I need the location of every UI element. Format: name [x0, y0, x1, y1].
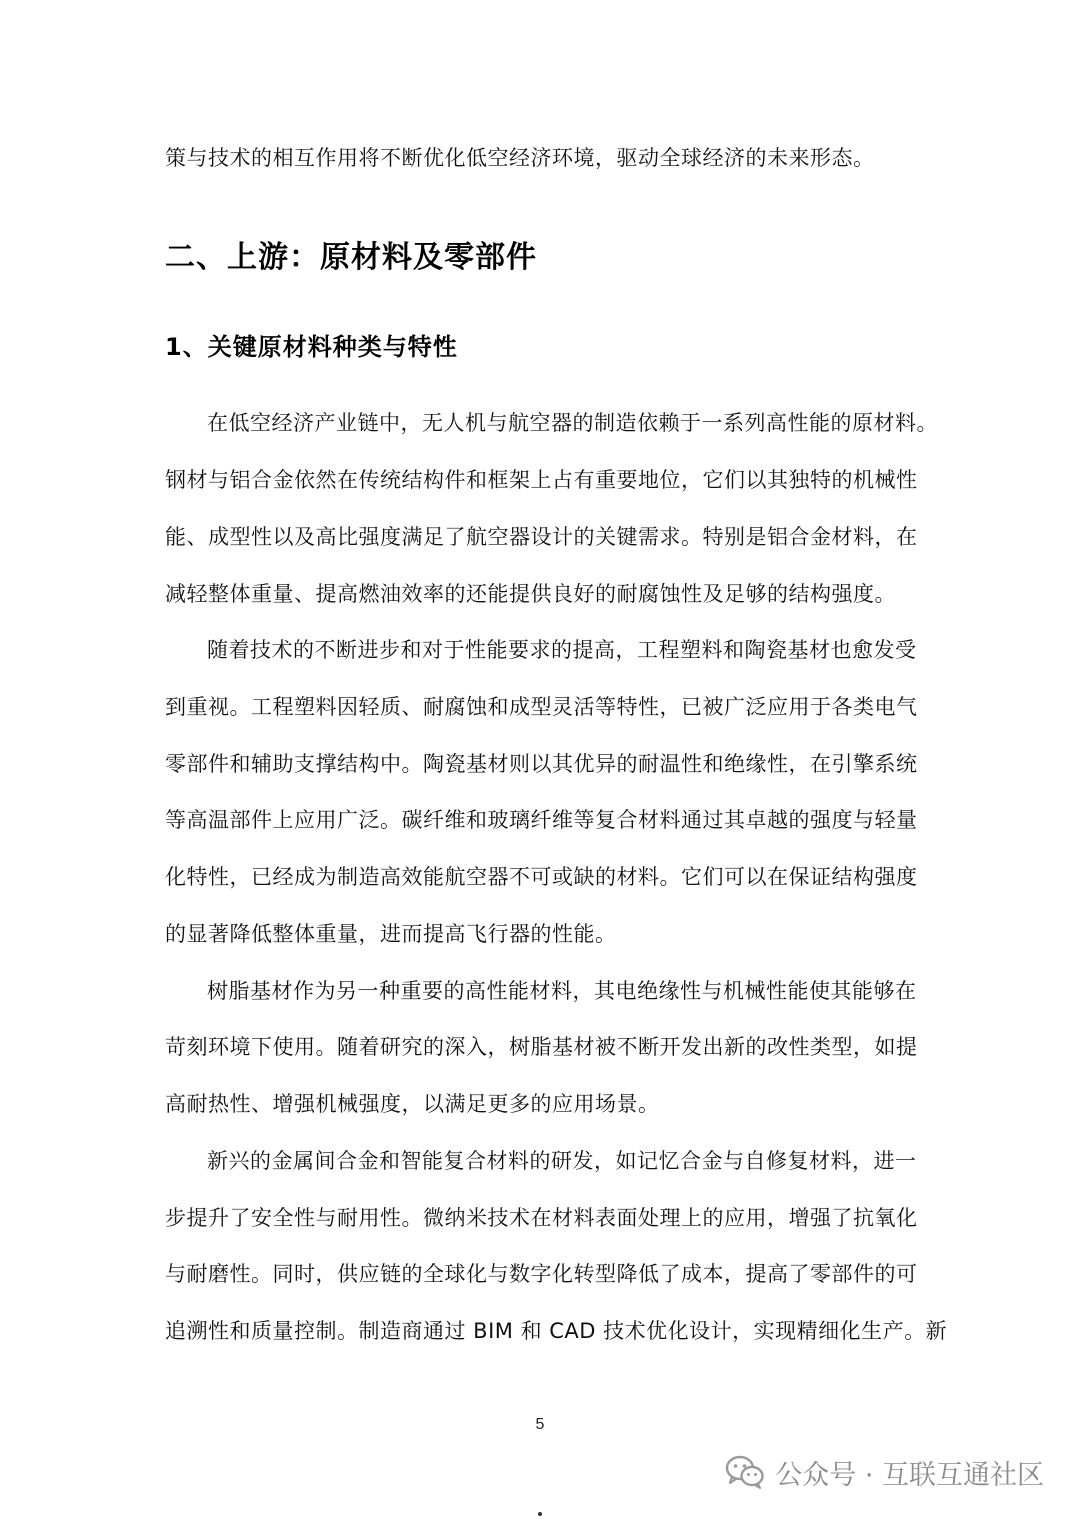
paragraph-2-line-2: 到重视。工程塑料因轻质、耐腐蚀和成型灵活等特性，已被广泛应用于各类电气: [165, 695, 918, 719]
paragraph-2-line-4: 等高温部件上应用广泛。碳纤维和玻璃纤维等复合材料通过其卓越的强度与轻量: [165, 808, 918, 832]
paragraph-1-line-4: 减轻整体重量、提高燃油效率的还能提供良好的耐腐蚀性及足够的结构强度。: [165, 582, 896, 606]
watermark-text: 公众号 · 互联互通社区: [775, 1459, 1044, 1491]
paragraph-2-line-5: 化特性，已经成为制造高效能航空器不可或缺的材料。它们可以在保证结构强度: [165, 865, 918, 889]
paragraph-3-line-2: 苛刻环境下使用。随着研究的深入，树脂基材被不断开发出新的改性类型，如提: [165, 1035, 918, 1059]
paragraph-4-line-1: 新兴的金属间合金和智能复合材料的研发，如记忆合金与自修复材料，进一: [207, 1149, 917, 1173]
paragraph-4-line-4: 追溯性和质量控制。制造商通过 BIM 和 CAD 技术优化设计，实现精细化生产。新: [165, 1319, 948, 1343]
subsection-title: 1、关键原材料种类与特性: [165, 333, 458, 361]
paragraph-2-line-1: 随着技术的不断进步和对于性能要求的提高，工程塑料和陶瓷基材也愈发受: [207, 638, 917, 662]
bottom-dot: [538, 1512, 542, 1516]
paragraph-3-line-1: 树脂基材作为另一种重要的高性能材料，其电绝缘性与机械性能使其能够在: [207, 979, 917, 1003]
paragraph-1-line-2: 钢材与铝合金依然在传统结构件和框架上占有重要地位，它们以其独特的机械性: [165, 468, 918, 492]
wechat-icon: [725, 1455, 765, 1489]
paragraph-3-line-3: 高耐热性、增强机械强度，以满足更多的应用场景。: [165, 1092, 660, 1116]
intro-line: 策与技术的相互作用将不断优化低空经济环境，驱动全球经济的未来形态。: [165, 146, 875, 170]
page-number: 5: [535, 1416, 545, 1433]
paragraph-2-line-6: 的显著降低整体重量，进而提高飞行器的性能。: [165, 922, 617, 946]
paragraph-2-line-3: 零部件和辅助支撑结构中。陶瓷基材则以其优异的耐温性和绝缘性，在引擎系统: [165, 752, 918, 776]
watermark: [725, 1452, 1044, 1492]
paragraph-1-line-1: 在低空经济产业链中，无人机与航空器的制造依赖于一系列高性能的原材料。: [207, 411, 938, 435]
paragraph-4-line-3: 与耐磨性。同时，供应链的全球化与数字化转型降低了成本，提高了零部件的可: [165, 1262, 918, 1286]
paragraph-4-line-2: 步提升了安全性与耐用性。微纳米技术在材料表面处理上的应用，增强了抗氧化: [165, 1206, 918, 1230]
section-title: 二、上游：原材料及零部件: [165, 240, 537, 275]
paragraph-1-line-3: 能、成型性以及高比强度满足了航空器设计的关键需求。特别是铝合金材料，在: [165, 525, 918, 549]
